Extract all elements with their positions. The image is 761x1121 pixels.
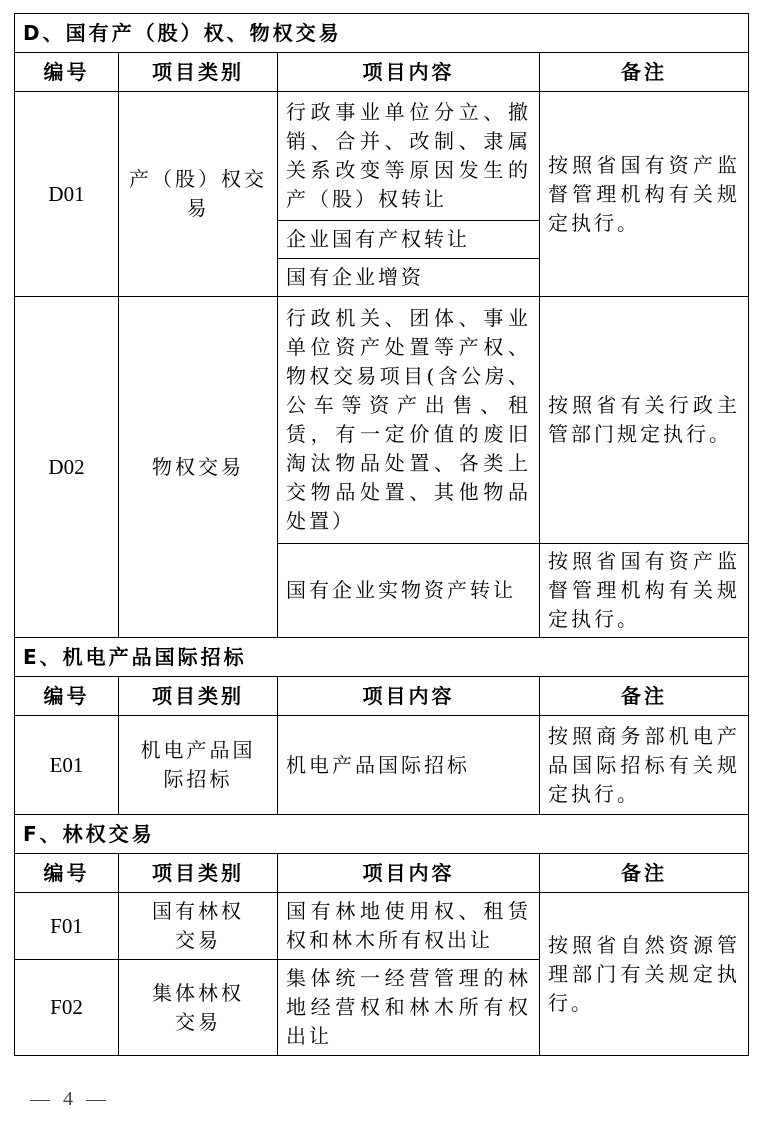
header-note: 备注 [540, 854, 749, 893]
content-f02: 集体统一经营管理的林地经营权和林木所有权出让 [278, 960, 540, 1056]
content-d01-1: 行政事业单位分立、撤销、合并、改制、隶属关系改变等原因发生的产（股）权转让 [278, 92, 540, 221]
page-number: — 4 — [30, 1088, 110, 1110]
note-d01: 按照省国有资产监督管理机构有关规定执行。 [540, 92, 749, 297]
content-d02-1: 行政机关、团体、事业单位资产处置等产权、物权交易项目(含公房、公车等资产出售、租赁，有一定价值的废旧淘汰物品处置、各类上交物品处置、其他物品处置） [278, 297, 540, 544]
header-code: 编号 [15, 854, 119, 893]
code-f01: F01 [15, 893, 119, 960]
content-d02-2: 国有企业实物资产转让 [278, 544, 540, 638]
category-f01: 国有林权交易 [119, 893, 278, 960]
header-code: 编号 [15, 53, 119, 92]
section-e-title: E、机电产品国际招标 [15, 638, 749, 677]
table-row-f01 [15, 893, 749, 960]
code-d02: D02 [15, 297, 119, 638]
table-row-d01 [15, 92, 749, 221]
code-f02: F02 [15, 960, 119, 1056]
content-f01: 国有林地使用权、租赁权和林木所有权出让 [278, 893, 540, 960]
header-content: 项目内容 [278, 677, 540, 716]
section-d-row [15, 14, 749, 53]
header-content: 项目内容 [278, 854, 540, 893]
header-note: 备注 [540, 53, 749, 92]
note-e01: 按照商务部机电产品国际招标有关规定执行。 [540, 716, 749, 815]
section-d-title: D、国有产（股）权、物权交易 [15, 14, 749, 53]
content-e01: 机电产品国际招标 [278, 716, 540, 815]
note-f: 按照省自然资源管理部门有关规定执行。 [540, 893, 749, 1056]
code-e01: E01 [15, 716, 119, 815]
category-e01: 机电产品国际招标 [119, 716, 278, 815]
table-row-d02 [15, 297, 749, 544]
category-d02: 物权交易 [119, 297, 278, 638]
header-category: 项目类别 [119, 854, 278, 893]
category-d01: 产（股）权交易 [119, 92, 278, 297]
table-row-e01 [15, 716, 749, 815]
header-category: 项目类别 [119, 53, 278, 92]
section-e-row [15, 638, 749, 677]
header-row-d [15, 53, 749, 92]
section-f-row [15, 815, 749, 854]
content-d01-3: 国有企业增资 [278, 259, 540, 297]
header-row-e [15, 677, 749, 716]
header-code: 编号 [15, 677, 119, 716]
section-f-title: F、林权交易 [15, 815, 749, 854]
note-d02-1: 按照省有关行政主管部门规定执行。 [540, 297, 749, 544]
header-category: 项目类别 [119, 677, 278, 716]
note-d02-2: 按照省国有资产监督管理机构有关规定执行。 [540, 544, 749, 638]
header-row-f [15, 854, 749, 893]
content-d01-2: 企业国有产权转让 [278, 221, 540, 259]
code-d01: D01 [15, 92, 119, 297]
category-f02: 集体林权交易 [119, 960, 278, 1056]
document-table [14, 13, 749, 1056]
header-note: 备注 [540, 677, 749, 716]
header-content: 项目内容 [278, 53, 540, 92]
